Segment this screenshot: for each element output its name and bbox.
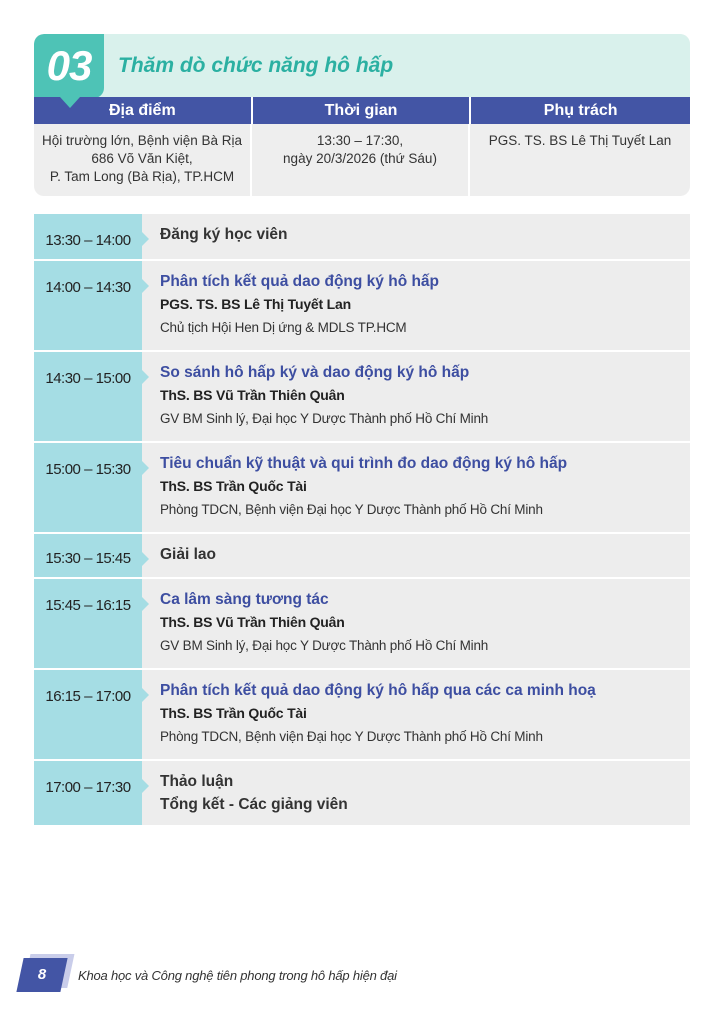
time-label: 15:30 – 15:45 xyxy=(45,550,131,567)
time-slot xyxy=(34,443,142,532)
location-line: P. Tam Long (Bà Rịa), TP.HCM xyxy=(49,169,235,184)
session-title: Ca lâm sàng tương tác xyxy=(160,591,329,608)
session-title: Giải lao xyxy=(160,546,216,563)
header-location: Địa điểm xyxy=(34,97,253,124)
session-title: Thăm dò chức năng hô hấp xyxy=(118,54,394,77)
time-cell xyxy=(252,124,470,196)
speaker-affiliation: Phòng TDCN, Bệnh viện Đại học Y Dược Thành phố Hồ Chí Minh xyxy=(160,502,543,517)
row-pointer xyxy=(142,688,149,702)
speaker-affiliation: Chủ tịch Hội Hen Dị ứng & MDLS TP.HCM xyxy=(160,320,407,335)
speaker-name: ThS. BS Vũ Trần Thiên Quân xyxy=(160,387,345,403)
header-time: Thời gian xyxy=(253,97,472,124)
time-line: ngày 20/3/2026 (thứ Sáu) xyxy=(283,151,437,166)
speaker-affiliation: GV BM Sinh lý, Đại học Y Dược Thành phố Hồ Chí Minh xyxy=(160,638,489,653)
session-content xyxy=(142,352,690,441)
time-slot xyxy=(34,261,142,350)
time-slot xyxy=(34,352,142,441)
session-content xyxy=(142,214,690,259)
session-content xyxy=(142,670,690,759)
row-pointer xyxy=(142,461,149,475)
session-title: So sánh hô hấp ký và dao động ký hô hấp xyxy=(160,364,470,381)
session-subtitle: Tổng kết - Các giảng viên xyxy=(160,796,348,813)
time-label: 15:00 – 15:30 xyxy=(45,461,131,478)
schedule-table xyxy=(34,214,690,827)
schedule-row xyxy=(34,261,690,350)
speaker-name: ThS. BS Trần Quốc Tài xyxy=(160,705,307,721)
speaker-name: ThS. BS Trần Quốc Tài xyxy=(160,478,307,494)
badge-pointer xyxy=(60,97,80,108)
person-cell xyxy=(470,124,690,196)
row-pointer xyxy=(142,597,149,611)
row-pointer xyxy=(142,552,149,566)
schedule-row xyxy=(34,761,690,825)
time-slot xyxy=(34,534,142,577)
time-label: 14:00 – 14:30 xyxy=(45,279,131,296)
info-table-header xyxy=(34,97,690,124)
time-label: 17:00 – 17:30 xyxy=(45,779,131,796)
session-content xyxy=(142,761,690,825)
session-content xyxy=(142,261,690,350)
row-pointer xyxy=(142,232,149,246)
time-label: 14:30 – 15:00 xyxy=(45,370,131,387)
header-person: Phụ trách xyxy=(543,102,618,119)
schedule-row xyxy=(34,443,690,532)
schedule-row xyxy=(34,579,690,668)
row-pointer xyxy=(142,279,149,293)
session-content xyxy=(142,579,690,668)
time-line: 13:30 – 17:30, xyxy=(316,133,404,148)
session-header-card xyxy=(34,34,690,196)
footer-tagline: Khoa học và Công nghệ tiên phong trong hô hấp hiện đại xyxy=(78,968,397,983)
schedule-row xyxy=(34,534,690,577)
session-number-badge: 03 xyxy=(34,34,104,98)
session-title: Tiêu chuẩn kỹ thuật và qui trình đo dao động ký hô hấp xyxy=(160,455,568,472)
speaker-name: ThS. BS Vũ Trần Thiên Quân xyxy=(160,614,345,630)
time-label: 13:30 – 14:00 xyxy=(45,232,131,249)
time-slot xyxy=(34,214,142,259)
speaker-name: PGS. TS. BS Lê Thị Tuyết Lan xyxy=(160,296,351,312)
person-line: PGS. TS. BS Lê Thị Tuyết Lan xyxy=(488,133,672,148)
time-label: 15:45 – 16:15 xyxy=(45,597,131,614)
time-slot xyxy=(34,670,142,759)
time-slot xyxy=(34,579,142,668)
schedule-row xyxy=(34,670,690,759)
page-number: 8 xyxy=(37,966,47,983)
time-slot xyxy=(34,761,142,825)
session-content xyxy=(142,443,690,532)
session-title: Phân tích kết quả dao động ký hô hấp xyxy=(160,273,440,290)
speaker-affiliation: Phòng TDCN, Bệnh viện Đại học Y Dược Thành phố Hồ Chí Minh xyxy=(160,729,543,744)
location-line: Hội trường lớn, Bệnh viện Bà Rịa xyxy=(41,133,243,148)
location-line: 686 Võ Văn Kiệt, xyxy=(91,151,193,166)
session-title: Đăng ký học viên xyxy=(160,226,288,243)
session-title: Phân tích kết quả dao động ký hô hấp qua các ca minh hoạ xyxy=(160,682,596,699)
location-cell xyxy=(34,124,252,196)
info-table-body xyxy=(34,124,690,196)
speaker-affiliation: GV BM Sinh lý, Đại học Y Dược Thành phố Hồ Chí Minh xyxy=(160,411,489,426)
row-pointer xyxy=(142,370,149,384)
session-title: Thảo luận xyxy=(160,773,234,790)
session-content xyxy=(142,534,690,577)
time-label: 16:15 – 17:00 xyxy=(45,688,131,705)
schedule-row xyxy=(34,214,690,259)
schedule-row xyxy=(34,352,690,441)
row-pointer xyxy=(142,779,149,793)
